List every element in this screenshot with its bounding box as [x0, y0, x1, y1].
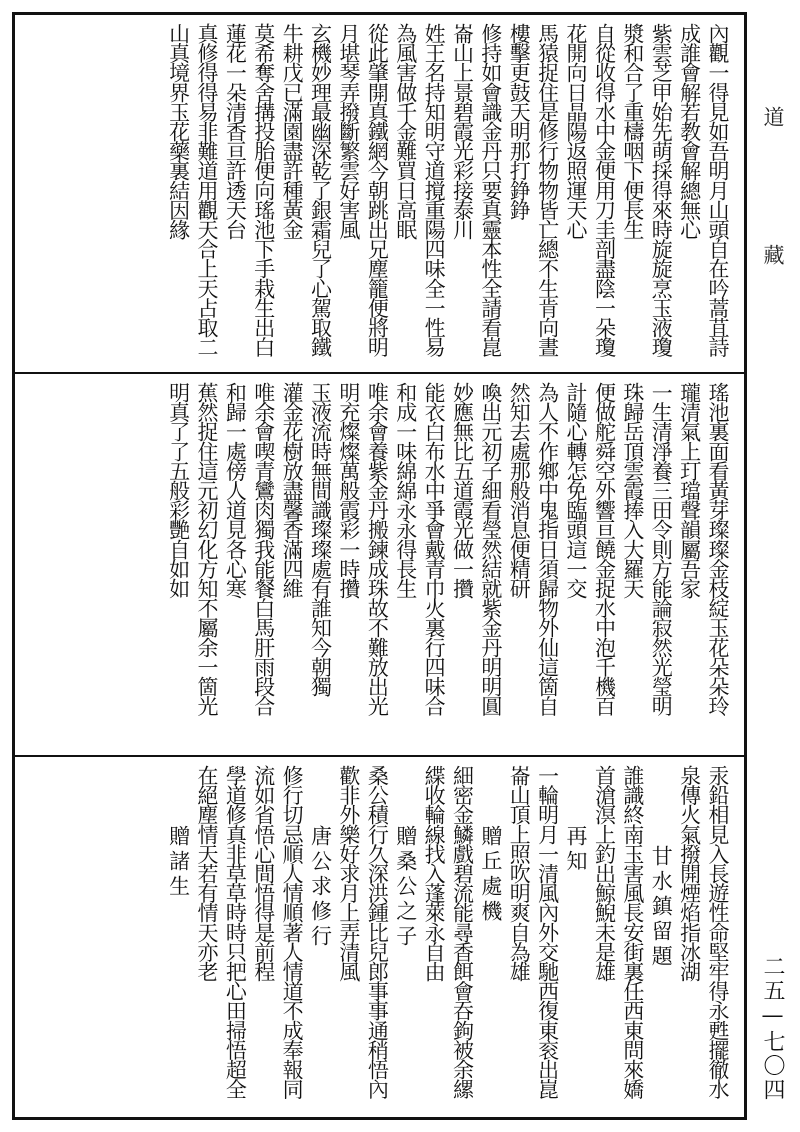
text-column: 自從收得水中金便用刀圭剖盡陰一朵瓊 — [592, 23, 617, 357]
poem-heading: 贈諸生 — [166, 825, 191, 900]
text-column: 一輪明月一清風內外交馳西復東衮出崑 — [535, 765, 560, 1099]
text-column: 在絕塵情天若有情天亦老 — [194, 765, 219, 981]
text-column: 玄機妙理最幽深乾了銀霜兒了心駕取鐵 — [308, 23, 333, 357]
text-column: 計隨心轉怎免臨頭這一交 — [564, 382, 589, 598]
text-column: 蕉然捉住這元初幻化方知不屬余一箇光 — [194, 382, 219, 716]
panel-bottom — [15, 755, 744, 1117]
text-column: 修行切忌順人情順著人情道不成奉報同 — [280, 765, 305, 1099]
text-column: 汞鉛相見入長遊性命堅牢得永甦擺徹水 — [706, 765, 730, 1099]
text-column: 一生清淨養三田令則方能論寂然光瑩明 — [649, 382, 674, 716]
text-column: 蓮花一朵清香亘許透天台 — [223, 23, 248, 239]
text-column: 為風害做千金難買日高眠 — [393, 23, 418, 239]
text-column: 牛耕戊已滿園盡許種黃金 — [280, 23, 305, 239]
text-column: 和成一味綿綿永永得長生 — [393, 382, 418, 598]
text-column: 桑公積行久深洪鍾比兒郎事事通稍悟內 — [365, 765, 390, 1099]
text-column: 真修得得易非難道用觀天合上天占取二 — [194, 23, 219, 357]
text-column: 馬猿捉住是修行物物皆亡總不生肯向晝 — [535, 23, 560, 357]
text-column: 莫希奪舍搆投胎便向瑤池下手栽生出白 — [251, 23, 276, 357]
poem-heading: 贈桑公之子 — [393, 825, 418, 950]
text-column: 月堪琴弄撥斷繁雲好害風 — [336, 23, 361, 239]
text-column: 瑤池裏面看黃芽璨璨金枝綻玉花朵朵玲 — [706, 382, 730, 716]
text-column: 明充燦燦萬般霞彩一時攢 — [336, 382, 361, 598]
text-column: 誰識終南玉害風長安街裏任西東問來嬌 — [620, 765, 645, 1099]
poem-heading: 贈丘處機 — [478, 825, 503, 925]
poem-heading: 甘水鎮留題 — [649, 845, 674, 970]
text-column: 樓擊更鼓天明那打錚錚 — [507, 23, 532, 220]
text-column: 能衣白布水中爭會戴青巾火裏行四味合 — [422, 382, 447, 716]
text-column: 內觀一得見如吾明月山頭自在吟蒿苴詩 — [706, 23, 730, 357]
text-column: 妙應無比五道霞光做一攢 — [450, 382, 475, 598]
poem-heading: 再知 — [564, 825, 589, 875]
text-column: 修持如會識金丹只要真靈本性全請看崑 — [478, 23, 503, 357]
text-column: 學道修真非草草時時只把心田掃悟超全 — [223, 765, 248, 1099]
text-column: 玉液流時無間識璨璨處有誰知今朝獨 — [308, 382, 333, 696]
text-column: 泉傳火氣撥開煙焰指冰湖 — [677, 765, 702, 981]
panel-top — [15, 15, 744, 372]
text-column: 然知去處那般消息便精研 — [507, 382, 532, 598]
text-column: 成誰會解若教會解總無心 — [677, 23, 702, 239]
text-column: 緤收輪線找入蓬萊永自由 — [422, 765, 447, 981]
text-column: 唯余會喫青鸞肉獨我能餐白馬肝雨段合 — [251, 382, 276, 716]
page-number: 二五—七〇四 — [760, 955, 785, 1102]
text-column: 為人不作鄉中鬼指日須歸物外仙這箇自 — [535, 382, 560, 716]
text-column: 姓王名持知明守道撹重陽四味全一性易 — [422, 23, 447, 357]
text-column: 明真了了五般彩艷自如如 — [166, 382, 191, 598]
panel-middle — [15, 372, 744, 755]
text-column: 崙山上景碧霞光彩接泰川 — [450, 23, 475, 239]
poem-heading: 唐公求修行 — [308, 825, 333, 950]
text-column: 紫雲芝甲始先萌採得來時旋旋烹玉液瓊 — [649, 23, 674, 357]
collection-title: 道 藏 — [761, 106, 785, 313]
text-column: 珠歸岳頂雲霞捧入大羅天 — [620, 382, 645, 598]
text-column: 歡非外樂好求月上弄清風 — [336, 765, 361, 981]
text-frame — [12, 12, 747, 1120]
text-column: 瓏清氣上玎璫聲韻屬吾家 — [677, 382, 702, 598]
text-column: 流如省悟心間悟得是前程 — [251, 765, 276, 981]
text-column: 漿和合了重檮咽下便長生 — [620, 23, 645, 239]
text-column: 灌金花樹放盡馨香滿四維 — [280, 382, 305, 598]
text-column: 喚出元初子細看瑩然結就紫金丹明明圓 — [478, 382, 503, 716]
text-column: 和歸一處傍人道見各心寒 — [223, 382, 248, 598]
text-column: 便做舵舜空外響亘饒金捉水中泡千機百 — [592, 382, 617, 716]
text-column: 細密金鱗戲碧流能尋香餌會吞鉤被余縲 — [450, 765, 475, 1099]
text-column: 唯余會養紫金丹搬鍊成珠故不難放出光 — [365, 382, 390, 716]
text-column: 山真境界玉花藥裏結因緣 — [166, 23, 191, 239]
text-column: 首滄溟上釣出鯨鯢未是雄 — [592, 765, 617, 981]
text-column: 花開向日晶陽返照運天心 — [564, 23, 589, 239]
text-column: 崙山頂上照吹明爽自為雄 — [507, 765, 532, 981]
text-column: 從此肇開真鐵網今朝跳出兄塵籠便將明 — [365, 23, 390, 357]
